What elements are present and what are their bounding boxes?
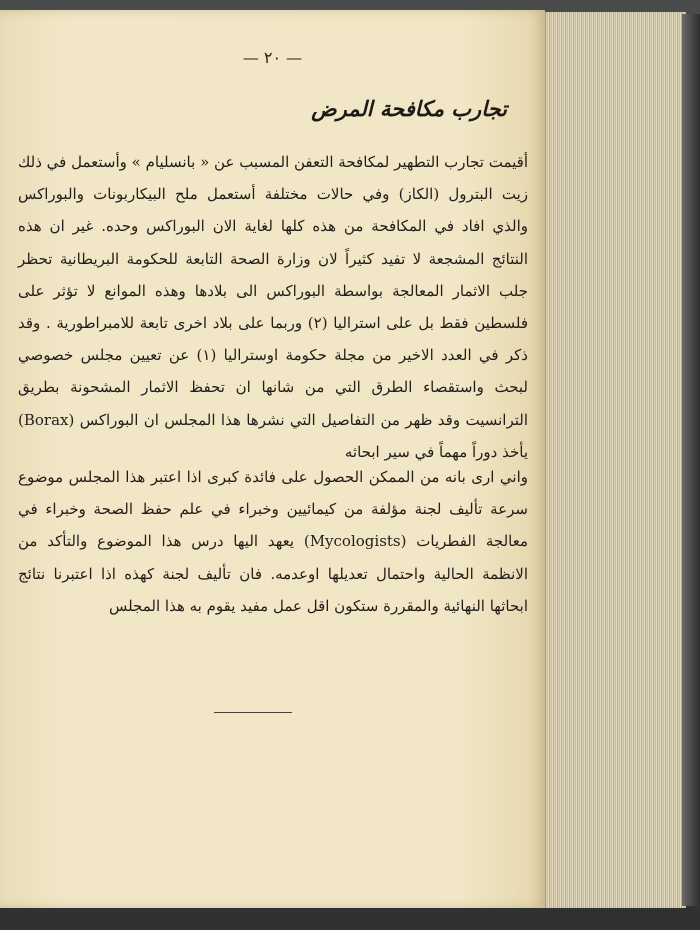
page-number: — ٢٠ — — [242, 48, 303, 67]
end-rule — [214, 712, 292, 713]
book-page — [0, 10, 545, 908]
paragraph-2: واني ارى بانه من الممكن الحصول على فائدة كبرى اذا اعتبر هذا المجلس موضوع سرعة تأليف لجنة مؤلفة من كيمائيين وخبراء في علم حفظ الصحة وخبراء في معالجة الفطريات (Mycologists) يعهد اليها درس هذا الموضوع والتأكد من الانظمة الحالية واحتمال تعديلها اوعدمه. فان تأليف لجنة كهذه اذا اعتبرنا نتائج ابحاثها النهائية والمقررة ستكون اقل عمل مفيد يقوم به هذا المجلس — [18, 468, 528, 615]
section-title: تجارب مكافحة المرض — [311, 96, 507, 121]
book-cover-edge — [682, 14, 700, 906]
paragraph-1: أقيمت تجارب التطهير لمكافحة التعفن المسبب عن « بانسليام » وأستعمل في ذلك زيت البترول (الكاز) وفي حالات مختلفة أستعمل ملح البيكاربونات والبوراكس والذي افاد في المكافحة من هذه كلها لغاية الان البوراكس وحده. غير ان هذه النتائج المشجعة لا تفيد كثيراً لان وزارة الصحة التابعة للحكومة البريطانية تحظر جلب الاثمار المعالجة بواسطة البوراكس الى بلادها وهذه الموانع لا تؤثر على فلسطين فقط بل على استراليا (٢) وربما على بلاد اخرى تابعة للامبراطورية . وقد ذكر في العدد الاخير من مجلة حكومة اوستراليا (١) عن تعيين مجلس خصوصي لبحث واستقصاء الطرق التي من شانها ان تحفظ الاثمار المشحونة بطريق الترانسيت وقد ظهر من التفاصيل التي نشرها هذا المجلس ان البوراكس (Borax) يأخذ دوراً مهماً في سير ابحاثه — [18, 153, 528, 461]
backdrop-bottom — [0, 905, 700, 930]
page-stack-edges — [545, 12, 686, 908]
